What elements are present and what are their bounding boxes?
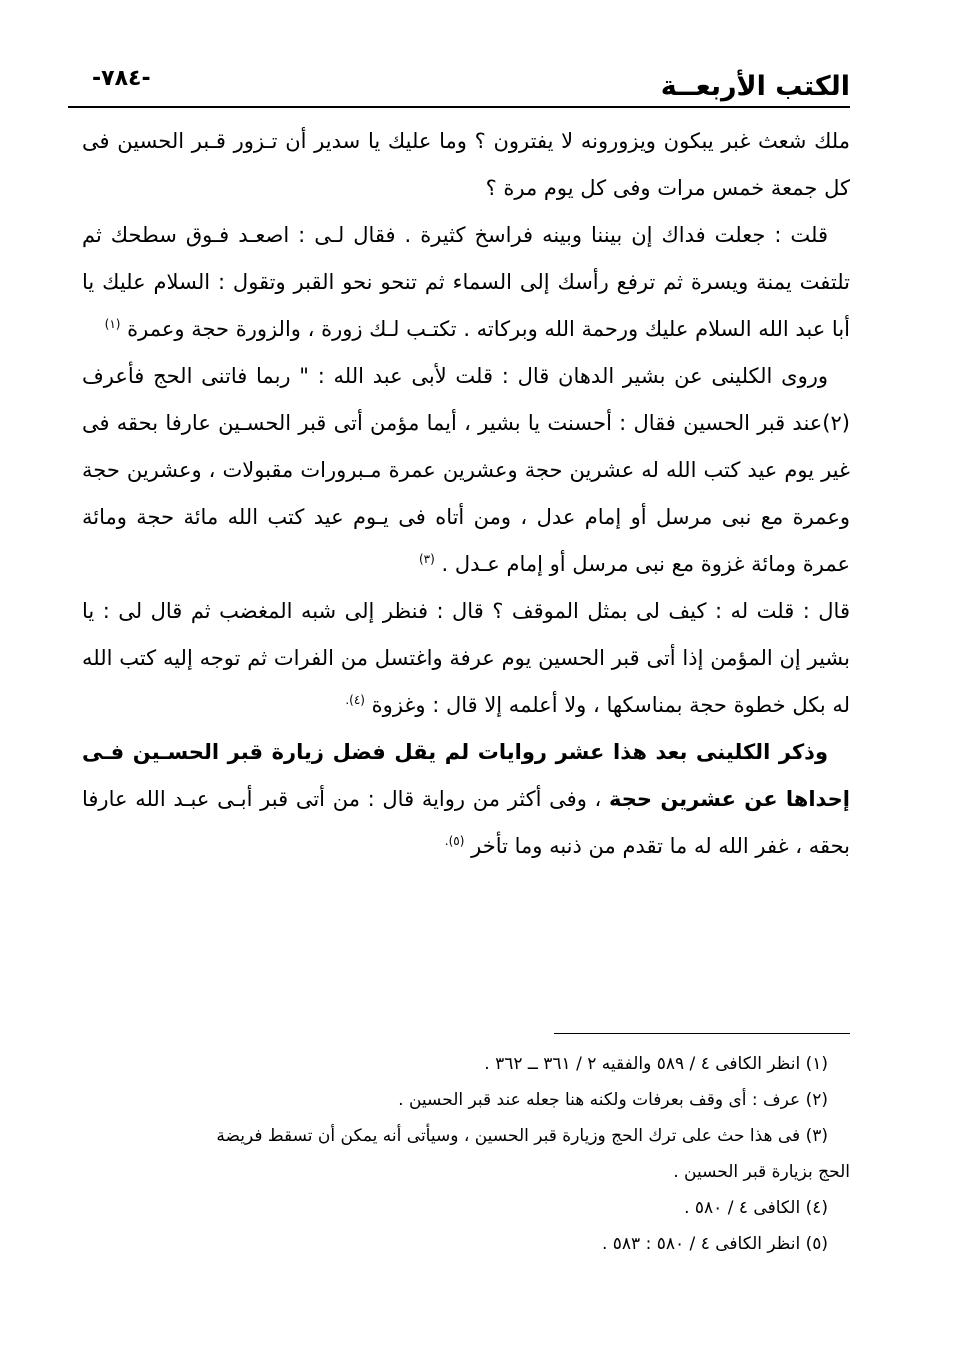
footnote-2: (٢) عرف : أى وقف بعرفات ولكنه هنا جعله عند قبر الحسين .	[398, 1090, 828, 1110]
footnote-ref: (٣)	[418, 552, 435, 566]
bold-statement: وذكر الكلينى بعد هذا عشر روايات لم يقل فضل زيارة قبر الحسـين فـى إحداها عن عشرين حجة	[82, 740, 850, 811]
footnote-ref: (٥).	[444, 834, 465, 848]
paragraph-text: وروى الكلينى عن بشير الدهان قال : قلت لأبى عبد الله : " ربما فاتنى الحج فأعرف (٢)عند قبر الحسين فقال : أحسنت يا بشير ، أيما مؤمن أتى قبر الحسـين عارفا بحقه فى غير يوم عيد كتب الله له عشرين حجة وعشرين عمرة مـبرورات مقبولات ، وعشرين حجة وعمرة مع نبى مرسل أو إمام عدل ، ومن أتاه فى يـوم عيد كتب الله مائة حجة ومائة عمرة ومائة غزوة مع نبى مرسل أو إمام عـدل .	[82, 364, 850, 576]
page-number: -٧٨٤-	[92, 66, 151, 91]
paragraph-text: قلت : جعلت فداك إن بيننا وبينه فراسخ كثيرة . فقال لـى : اصعـد فـوق سطحك ثم تلتفت يمنة ويسرة ثم ترفع رأسك إلى السماء ثم تنحو نحو القبر وتقول : السلام عليك يا أبا عبد الله السلام عليك ورحمة الله وبركاته . تكتـب لـك زورة ، والزورة حجة وعمرة	[82, 223, 850, 341]
paragraph-4	[82, 588, 850, 729]
footnote-3: (٣) فى هذا حث على ترك الحج وزيارة قبر الحسين ، وسيأتى أنه يمكن أن تسقط فريضة	[216, 1126, 828, 1146]
footnote-5: (٥) انظر الكافى ٤ / ٥٨٠ : ٥٨٣ .	[601, 1234, 828, 1254]
footnote-3-continued: الحج بزيارة قبر الحسين .	[673, 1162, 850, 1182]
paragraph-3	[82, 353, 850, 588]
paragraph-text: ، وفى أكثر من رواية قال : من أتى قبر أبـى عبـد الله عارفا بحقه ، غفر الله له ما تقدم من ذنبه وما تأخر	[82, 787, 850, 858]
paragraph-2	[82, 212, 850, 353]
page-header	[68, 64, 850, 108]
paragraph-text: قال : قلت له : كيف لى بمثل الموقف ؟ قال : فنظر إلى شبه المغضب ثم قال لى : يا بشير إن المؤمن إذا أتى قبر الحسين يوم عرفة واغتسل من الفرات ثم توجه إليه كتب الله له بكل خطوة حجة بمناسكها ، ولا أعلمه إلا قال : وغزوة	[82, 599, 850, 717]
book-title: الكتب الأربعــة	[660, 71, 850, 102]
paragraph-5	[82, 729, 850, 870]
footnote-ref: (٤).	[345, 693, 365, 707]
paragraph-1	[82, 118, 850, 212]
footnote-1: (١) انظر الكافى ٤ / ٥٨٩ والفقيه ٢ / ٣٦١ ــ ٣٦٢ .	[484, 1054, 828, 1074]
footnotes	[100, 1046, 850, 1262]
footnote-ref: (١)	[104, 317, 121, 331]
footnote-separator	[554, 1033, 850, 1034]
footnote-4: (٤) الكافى ٤ / ٥٨٠ .	[684, 1198, 828, 1218]
main-text	[82, 118, 850, 870]
paragraph-text: ملك شعث غبر يبكون ويزورونه لا يفترون ؟ وما عليك يا سدير أن تـزور قـبر الحسين فى كل جمعة خمس مرات وفى كل يوم مرة ؟	[82, 129, 850, 200]
